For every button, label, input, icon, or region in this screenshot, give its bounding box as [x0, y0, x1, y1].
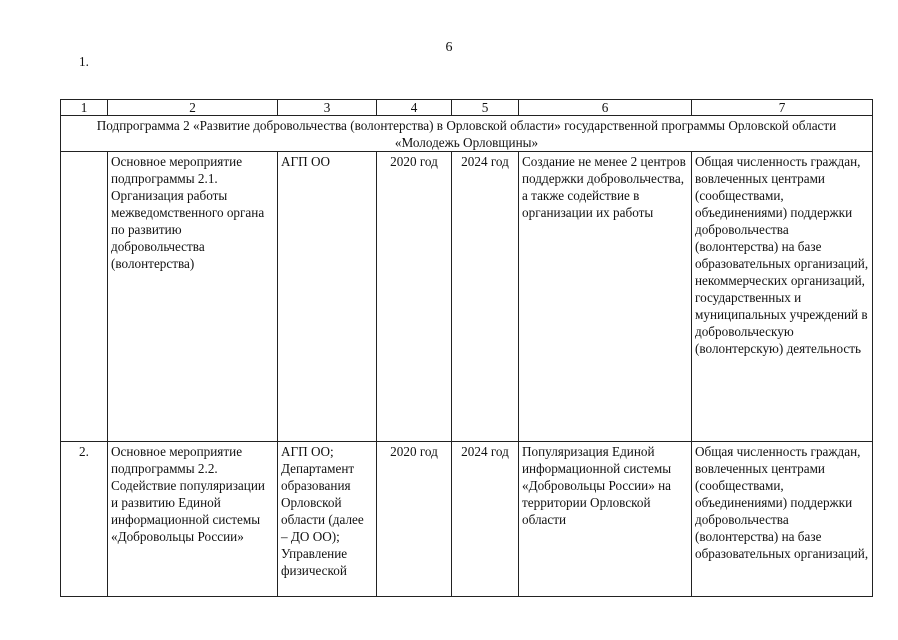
start-year-cell: [377, 442, 452, 597]
program-table: [60, 54, 873, 597]
executor-cell: [278, 152, 377, 442]
activity-cell: [108, 442, 278, 597]
header-cell: 2: [108, 100, 278, 116]
header-cell: 7: [692, 100, 873, 116]
executor-text: АГП ОО; Департамент образования Орловской области (далее – ДО ОО); Управление физической: [281, 444, 364, 578]
subprogram-title: Подпрограмма 2 «Развитие добровольчества (волонтерства) в Орловской области» государственной программы Орловской области «Молодежь Орловщины»: [61, 116, 873, 152]
table-row: [61, 152, 873, 442]
table-row: [61, 442, 873, 597]
table-header-row: [61, 100, 873, 116]
header-cell: 3: [278, 100, 377, 116]
executor-text: АГП ОО: [281, 154, 331, 169]
indicator-text: Общая численность граждан, вовлеченных центрами (сообществами, объединениями) поддержки добровольчества (волонтерства) на базе образовательных организаций, некоммерческих организаций, государственных и муниципальных учреждений в добровольческую (волонтерскую) деятельность: [695, 154, 869, 356]
activity-text: Основное мероприятие подпрограммы 2.1. Организация работы межведомственного органа по развитию добровольчества (волонтерства): [111, 154, 265, 271]
start-year-text: 2020 год: [390, 444, 438, 459]
indicator-cell: [692, 442, 873, 597]
result-cell: [519, 442, 692, 597]
executor-cell: [278, 442, 377, 597]
row-number: [61, 442, 108, 597]
page-number: 6: [445, 40, 453, 55]
indicator-text: Общая численность граждан, вовлеченных центрами (сообществами, объединениями) поддержки добровольчества (волонтерства) на базе образовательных организаций,: [695, 444, 869, 561]
end-year-text: 2024 год: [461, 444, 509, 459]
row-number-text: 2.: [79, 444, 89, 459]
header-cell: 4: [377, 100, 452, 116]
end-year-text: 2024 год: [461, 154, 509, 169]
result-cell: [519, 152, 692, 442]
header-cell: 6: [519, 100, 692, 116]
header-cell: 1: [61, 100, 108, 116]
activity-cell: [108, 152, 278, 442]
row-number-text: 1.: [79, 54, 89, 69]
header-cell: 5: [452, 100, 519, 116]
indicator-cell: [692, 152, 873, 442]
activity-text: Основное мероприятие подпрограммы 2.2. Содействие популяризации и развитию Единой информационной системы «Добровольцы России»: [111, 444, 265, 544]
subprogram-row: [61, 116, 873, 152]
result-text: Создание не менее 2 центров поддержки добровольчества, а также содействие в организации их работы: [522, 154, 686, 220]
result-text: Популяризация Единой информационной системы «Добровольцы России» на территории Орловской области: [522, 444, 672, 527]
start-year-text: 2020 год: [390, 154, 438, 169]
end-year-cell: [452, 152, 519, 442]
start-year-cell: [377, 152, 452, 442]
row-number: [61, 54, 108, 442]
end-year-cell: [452, 442, 519, 597]
